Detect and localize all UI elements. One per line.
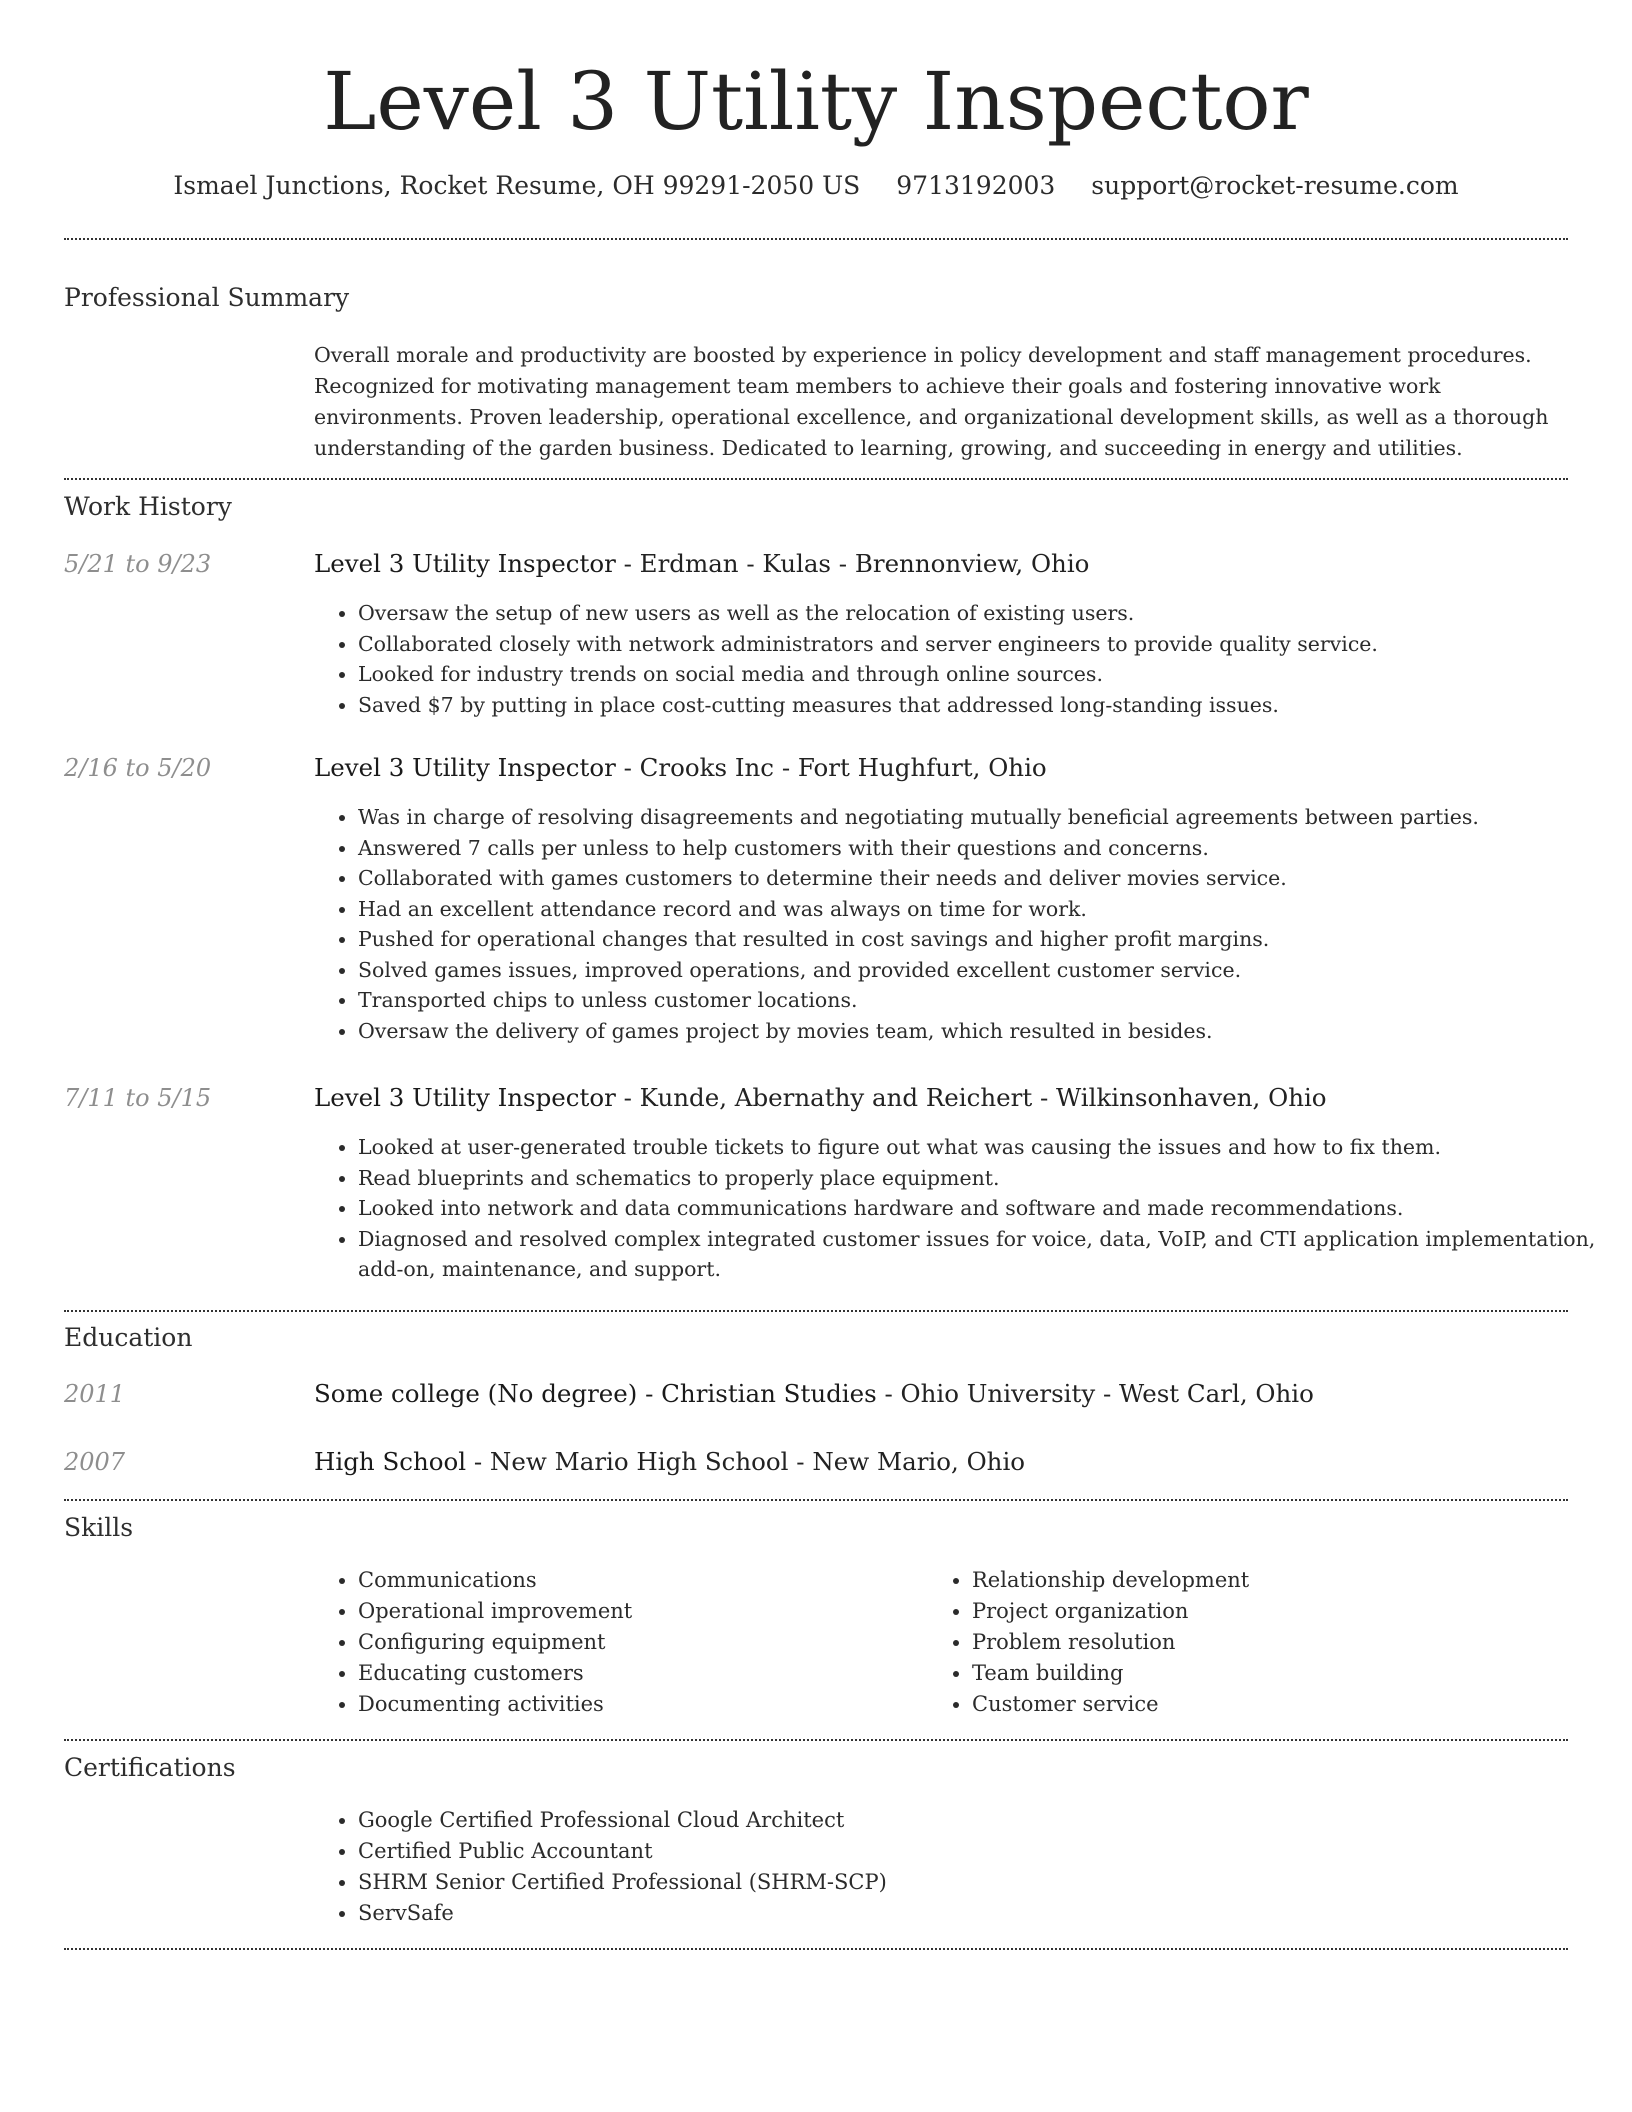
education-year: 2007 <box>64 1448 126 1476</box>
skills-list-right <box>928 1565 1572 1720</box>
job-details: - Erdman - Kulas - Brennonview, Ohio <box>615 549 1090 578</box>
job-bullet: • Answered 7 calls per unless to help customers with their questions and concerns. <box>358 833 1612 864</box>
certifications-heading: Certifications <box>64 1753 236 1782</box>
job-bullet: • Looked at user-generated trouble tickets to figure out what was causing the issues and how to fix them. <box>358 1132 1612 1163</box>
education-degree: Some college (No degree) - Christian Studies <box>314 1379 877 1408</box>
certification-item: • Google Certified Professional Cloud Architect <box>358 1805 1258 1836</box>
job-bullet: • Pushed for operational changes that resulted in cost savings and higher profit margins. <box>358 924 1612 955</box>
job-bullet: • Transported chips to unless customer locations. <box>358 985 1612 1016</box>
job-bullet-list <box>314 1132 1612 1285</box>
skill-item: • Configuring equipment <box>358 1627 918 1658</box>
job-details: - Crooks Inc - Fort Hughfurt, Ohio <box>615 753 1047 782</box>
contact-line <box>0 168 1632 204</box>
certification-item: • SHRM Senior Certified Professional (SHRM-SCP) <box>358 1867 1258 1898</box>
job-bullet: • Saved $7 by putting in place cost-cutting measures that addressed long-standing issues. <box>358 690 1612 721</box>
summary-text: Overall morale and productivity are boosted by experience in policy development and staff management procedures. Recognized for motivating management team members to achieve their goals and fostering innovative work environments. Proven leadership, operational excellence, and organizational development skills, as well as a thorough understanding of the garden business. Dedicated to learning, growing, and succeeding in energy and utilities. <box>314 343 1549 460</box>
education-entry <box>314 1377 1568 1411</box>
job-bullet-list <box>314 802 1612 1046</box>
skill-item: • Customer service <box>972 1689 1572 1720</box>
summary-heading: Professional Summary <box>64 283 350 312</box>
job-heading <box>314 547 1568 581</box>
job-bullet: • Looked into network and data communications hardware and software and made recommendations. <box>358 1193 1612 1224</box>
job-bullet: • Diagnosed and resolved complex integrated customer issues for voice, data, VoIP, and CTI application implementation, add-on, maintenance, and support. <box>358 1224 1612 1285</box>
section-divider <box>64 1499 1568 1501</box>
job-dates: 2/16 to 5/20 <box>64 754 212 782</box>
certification-item: • Certified Public Accountant <box>358 1836 1258 1867</box>
job-title: Level 3 Utility Inspector <box>314 549 616 578</box>
skills-heading: Skills <box>64 1513 134 1542</box>
job-title: Level 3 Utility Inspector <box>314 1083 616 1112</box>
contact-address: Ismael Junctions, Rocket Resume, OH 99291-2050 US <box>173 171 861 200</box>
section-divider <box>64 1948 1568 1950</box>
job-bullet: • Collaborated with games customers to determine their needs and deliver movies service. <box>358 863 1612 894</box>
job-bullet: • Collaborated closely with network administrators and server engineers to provide quality service. <box>358 629 1612 660</box>
job-bullet: • Solved games issues, improved operations, and provided excellent customer service. <box>358 955 1612 986</box>
job-heading <box>314 1081 1568 1115</box>
certifications-list <box>314 1805 1258 1929</box>
skill-item: • Documenting activities <box>358 1689 918 1720</box>
skill-item: • Relationship development <box>972 1565 1572 1596</box>
job-heading <box>314 751 1568 785</box>
education-details: - Ohio University - West Carl, Ohio <box>876 1379 1314 1408</box>
skill-item: • Team building <box>972 1658 1572 1689</box>
education-year: 2011 <box>64 1380 126 1408</box>
contact-email: support@rocket-resume.com <box>1091 171 1459 200</box>
section-divider <box>64 1739 1568 1741</box>
section-divider <box>64 1310 1568 1312</box>
job-bullet: • Had an excellent attendance record and was always on time for work. <box>358 894 1612 925</box>
job-title: Level 3 Utility Inspector <box>314 753 616 782</box>
work-history-heading: Work History <box>64 492 232 521</box>
education-degree: High School <box>314 1447 467 1476</box>
skill-item: • Problem resolution <box>972 1627 1572 1658</box>
skill-item: • Project organization <box>972 1596 1572 1627</box>
contact-phone: 9713192003 <box>896 171 1056 200</box>
job-bullet: • Was in charge of resolving disagreements and negotiating mutually beneficial agreements between parties. <box>358 802 1612 833</box>
job-bullet: • Looked for industry trends on social media and through online sources. <box>358 659 1612 690</box>
job-dates: 5/21 to 9/23 <box>64 550 212 578</box>
certification-item: • ServSafe <box>358 1898 1258 1929</box>
job-bullet: • Oversaw the delivery of games project by movies team, which resulted in besides. <box>358 1016 1612 1047</box>
education-entry <box>314 1445 1568 1479</box>
job-bullet-list <box>314 598 1612 720</box>
job-details: - Kunde, Abernathy and Reichert - Wilkinsonhaven, Ohio <box>615 1083 1327 1112</box>
education-details: - New Mario High School - New Mario, Ohio <box>466 1447 1026 1476</box>
section-divider <box>64 238 1568 240</box>
job-dates: 7/11 to 5/15 <box>64 1084 212 1112</box>
education-heading: Education <box>64 1323 193 1352</box>
job-bullet: • Read blueprints and schematics to properly place equipment. <box>358 1163 1612 1194</box>
section-divider <box>64 478 1568 480</box>
skill-item: • Communications <box>358 1565 918 1596</box>
job-bullet: • Oversaw the setup of new users as well as the relocation of existing users. <box>358 598 1612 629</box>
skill-item: • Operational improvement <box>358 1596 918 1627</box>
skills-list-left <box>314 1565 918 1720</box>
resume-title: Level 3 Utility Inspector <box>323 55 1309 148</box>
skill-item: • Educating customers <box>358 1658 918 1689</box>
